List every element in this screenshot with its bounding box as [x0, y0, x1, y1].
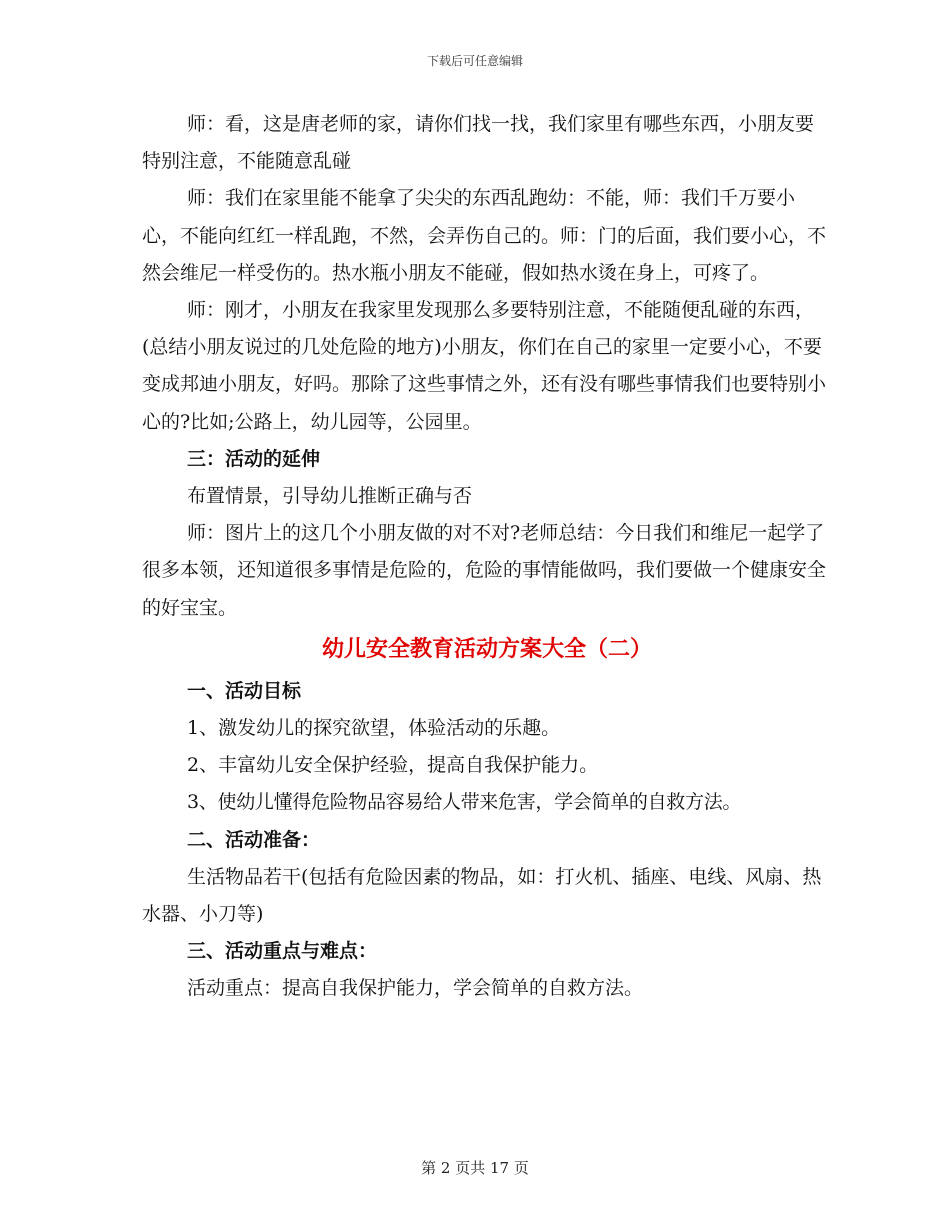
goal-item: 2、丰富幼儿安全保护经验，提高自我保护能力。 [187, 754, 599, 777]
section-heading-preparation: 二、活动准备： [187, 828, 321, 851]
paragraph-teacher-look: 师：看，这是唐老师的家，请你们找一找，我们家里有哪些东西，小朋友要特别注意，不能随意乱碰 [142, 113, 815, 173]
paragraph-teacher-sharp: 师：我们在家里能不能拿了尖尖的东西乱跑幼：不能，师：我们千万要小心，不能向红红一样乱跑，不然，会弄伤自己的。师：门的后面，我们要小心，不然会维尼一样受伤的。热水瓶小朋友不能碰，假如热水烫在身上，可疼了。 [142, 187, 827, 284]
paragraph-teacher-conclusion: 师：图片上的这几个小朋友做的对不对?老师总结：今日我们和维尼一起学了很多本领，还知道很多事情是危险的，危险的事情能做吗，我们要做一个健康安全的好宝宝。 [142, 522, 827, 619]
paragraph-teacher-summary: 师：刚才，小朋友在我家里发现那么多要特别注意，不能随便乱碰的东西，(总结小朋友说过的几处危险的地方)小朋友，你们在自己的家里一定要小心，不要变成邦迪小朋友，好吗。那除了这些事情之外，还有没有哪些事情我们也要特别小心的?比如;公路上，幼儿园等，公园里。 [142, 299, 827, 433]
section-heading-extension: 三：活动的延伸 [187, 447, 321, 470]
paragraph-preparation: 生活物品若干(包括有危险因素的物品，如：打火机、插座、电线、风扇、热水器、小刀等) [142, 865, 822, 926]
paragraph-key-points: 活动重点：提高自我保护能力，学会简单的自救方法。 [187, 977, 644, 1000]
paragraph-scenario: 布置情景，引导幼儿推断正确与否 [187, 485, 473, 508]
goal-item: 1、激发幼儿的探究欲望，体验活动的乐趣。 [187, 717, 561, 740]
page-footer: 第 2 页共 17 页 [421, 1159, 529, 1177]
section-heading-key-points: 三、活动重点与难点： [187, 940, 378, 963]
document-title: 幼儿安全教育活动方案大全（二） [321, 635, 652, 662]
goal-item: 3、使幼儿懂得危险物品容易给人带来危害，学会简单的自救方法。 [187, 791, 742, 814]
page-header: 下载后可任意编辑 [426, 54, 523, 68]
document-body [142, 106, 832, 1008]
section-heading-goals: 一、活动目标 [187, 679, 302, 702]
